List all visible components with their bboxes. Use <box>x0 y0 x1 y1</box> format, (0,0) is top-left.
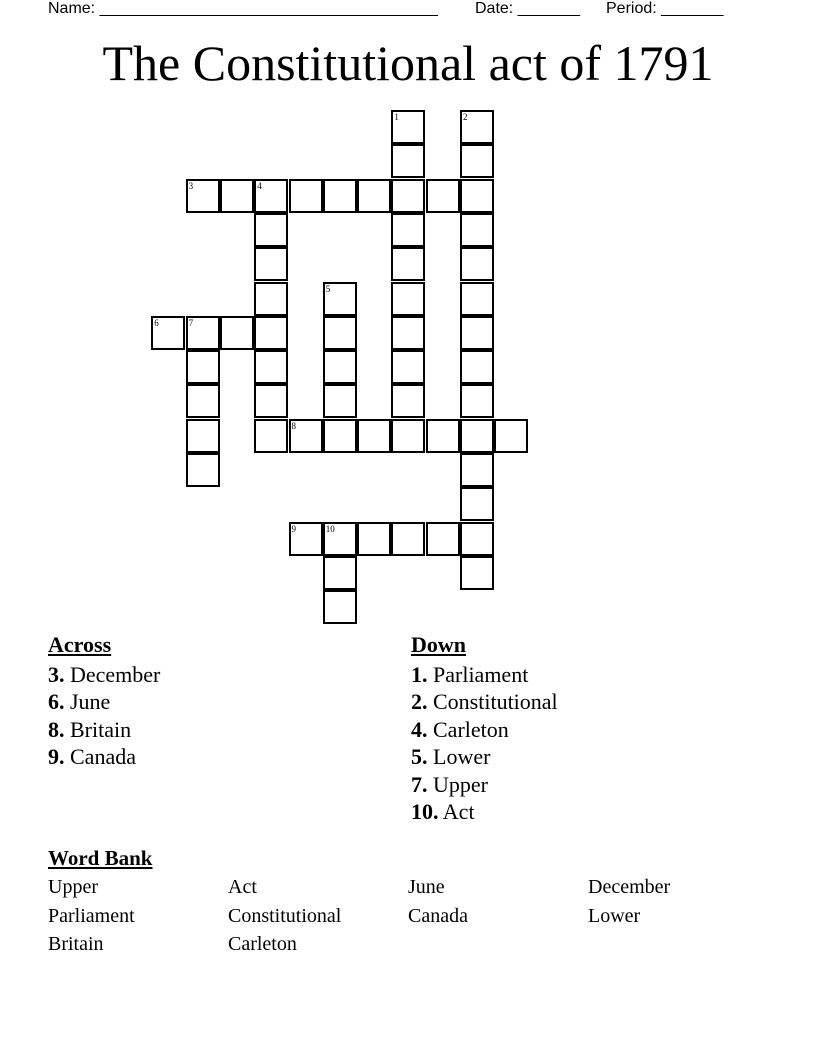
crossword-cell[interactable] <box>460 350 494 384</box>
crossword-cell[interactable] <box>426 419 460 453</box>
crossword-cell[interactable] <box>254 384 288 418</box>
crossword-cell[interactable] <box>460 110 494 144</box>
crossword-cell[interactable] <box>460 282 494 316</box>
crossword-cell[interactable] <box>254 247 288 281</box>
clue-number-label: 1. <box>411 662 428 687</box>
clue-number: 7 <box>188 317 194 328</box>
crossword-cell[interactable] <box>289 419 323 453</box>
crossword-cell[interactable] <box>460 453 494 487</box>
crossword-cell[interactable] <box>460 179 494 213</box>
crossword-cell[interactable] <box>186 453 220 487</box>
word-bank-item: June <box>408 876 445 898</box>
word-bank-item: Parliament <box>48 904 135 927</box>
word-bank-item: Act <box>228 876 257 898</box>
date-field[interactable]: Date: _______ <box>475 0 580 17</box>
clue-number-label: 4. <box>411 716 428 742</box>
down-clue <box>411 771 558 798</box>
crossword-cell[interactable] <box>391 282 425 316</box>
period-field[interactable]: Period: _______ <box>606 0 724 17</box>
clue-text: Parliament <box>433 662 529 687</box>
crossword-cell[interactable] <box>323 179 357 213</box>
clue-number: 6 <box>154 317 159 328</box>
crossword-cell[interactable] <box>186 419 220 453</box>
crossword-cell[interactable] <box>186 350 220 384</box>
clue-number: 5 <box>325 283 331 294</box>
clue-number-label: 8. <box>48 716 65 742</box>
crossword-cell[interactable] <box>254 179 288 213</box>
crossword-cell[interactable] <box>460 384 494 418</box>
word-bank-item: Lower <box>588 904 641 927</box>
crossword-cell[interactable] <box>460 247 494 281</box>
word-bank-item: Upper <box>48 876 98 898</box>
clue-number-label: 2. <box>411 689 428 715</box>
clue-text: Lower <box>433 744 491 770</box>
crossword-cell[interactable] <box>391 144 425 178</box>
crossword-cell[interactable] <box>460 316 494 350</box>
crossword-cell[interactable] <box>391 213 425 247</box>
crossword-cell[interactable] <box>323 556 357 590</box>
clue-number-label: 10. <box>411 798 439 824</box>
crossword-cell[interactable] <box>357 522 391 556</box>
down-clue <box>411 743 558 770</box>
clue-number: 10 <box>325 523 335 534</box>
down-clue <box>411 661 558 688</box>
clue-number: 3 <box>188 180 194 191</box>
clue-number-label: 7. <box>411 771 428 797</box>
crossword-cell[interactable] <box>460 213 494 247</box>
across-clue <box>48 716 160 743</box>
word-bank-item: Constitutional <box>228 904 342 927</box>
word-bank-title: Word Bank <box>48 846 153 870</box>
crossword-cell[interactable] <box>323 384 357 418</box>
crossword-cell[interactable] <box>323 282 357 316</box>
down-clue <box>411 798 558 825</box>
across-clue <box>48 688 160 715</box>
clue-number: 4 <box>257 180 262 191</box>
across-clue-list <box>48 661 160 771</box>
crossword-cell[interactable] <box>323 522 357 556</box>
clue-number: 1 <box>394 112 399 122</box>
crossword-cell[interactable] <box>323 419 357 453</box>
crossword-cell[interactable] <box>254 419 288 453</box>
crossword-cell[interactable] <box>391 316 425 350</box>
crossword-cell[interactable] <box>391 110 425 144</box>
crossword-cell[interactable] <box>151 316 185 350</box>
crossword-cell[interactable] <box>186 316 220 350</box>
clue-text: December <box>70 662 161 687</box>
crossword-cell[interactable] <box>186 384 220 418</box>
clue-number-label: 3. <box>48 662 65 687</box>
crossword-cell[interactable] <box>220 316 254 350</box>
crossword-cell[interactable] <box>391 179 425 213</box>
crossword-cell[interactable] <box>426 179 460 213</box>
crossword-cell[interactable] <box>357 419 391 453</box>
crossword-cell[interactable] <box>391 384 425 418</box>
clue-number: 8 <box>291 420 296 431</box>
name-field[interactable]: Name: ______________________________________ <box>48 0 438 17</box>
crossword-cell[interactable] <box>289 179 323 213</box>
clue-number: 2 <box>463 112 468 122</box>
crossword-cell[interactable] <box>357 179 391 213</box>
word-bank-item: Canada <box>408 904 468 927</box>
clue-text: Carleton <box>433 716 509 742</box>
crossword-cell[interactable] <box>391 522 425 556</box>
crossword-cell[interactable] <box>391 247 425 281</box>
crossword-cell[interactable] <box>289 522 323 556</box>
across-clue <box>48 661 160 688</box>
down-heading: Down <box>411 632 467 657</box>
word-bank-item: Britain <box>48 933 104 955</box>
clue-number-label: 6. <box>48 689 65 715</box>
clue-text: June <box>70 689 111 715</box>
crossword-cell[interactable] <box>460 522 494 556</box>
crossword-cell[interactable] <box>254 350 288 384</box>
crossword-cell[interactable] <box>391 419 425 453</box>
crossword-cell[interactable] <box>323 590 357 624</box>
down-clue <box>411 688 558 715</box>
crossword-cell[interactable] <box>460 144 494 178</box>
down-clue-list <box>411 661 558 825</box>
clue-text: Act <box>442 798 475 824</box>
across-clue <box>48 743 160 770</box>
crossword-cell[interactable] <box>460 419 494 453</box>
down-clue <box>411 716 558 743</box>
page-title: The Constitutional act of 1791 <box>102 35 714 91</box>
clue-text: Canada <box>70 744 136 770</box>
across-heading: Across <box>48 632 112 657</box>
crossword-cell[interactable] <box>186 179 220 213</box>
clue-text: Upper <box>433 771 488 797</box>
clue-number-label: 9. <box>48 744 65 770</box>
crossword-cell[interactable] <box>254 316 288 350</box>
crossword-cell[interactable] <box>460 487 494 521</box>
clue-text: Constitutional <box>433 689 558 715</box>
crossword-cell[interactable] <box>426 522 460 556</box>
word-bank <box>48 873 768 959</box>
crossword-cell[interactable] <box>254 282 288 316</box>
crossword-cell[interactable] <box>254 213 288 247</box>
word-bank-item: Carleton <box>228 933 297 955</box>
crossword-cell[interactable] <box>460 556 494 590</box>
clue-number: 9 <box>291 523 296 534</box>
crossword-cell[interactable] <box>494 419 528 453</box>
word-bank-item: December <box>588 876 671 898</box>
crossword-cell[interactable] <box>220 179 254 213</box>
crossword-cell[interactable] <box>391 350 425 384</box>
crossword-cell[interactable] <box>323 350 357 384</box>
clue-text: Britain <box>70 716 132 742</box>
clue-number-label: 5. <box>411 744 428 770</box>
crossword-cell[interactable] <box>323 316 357 350</box>
